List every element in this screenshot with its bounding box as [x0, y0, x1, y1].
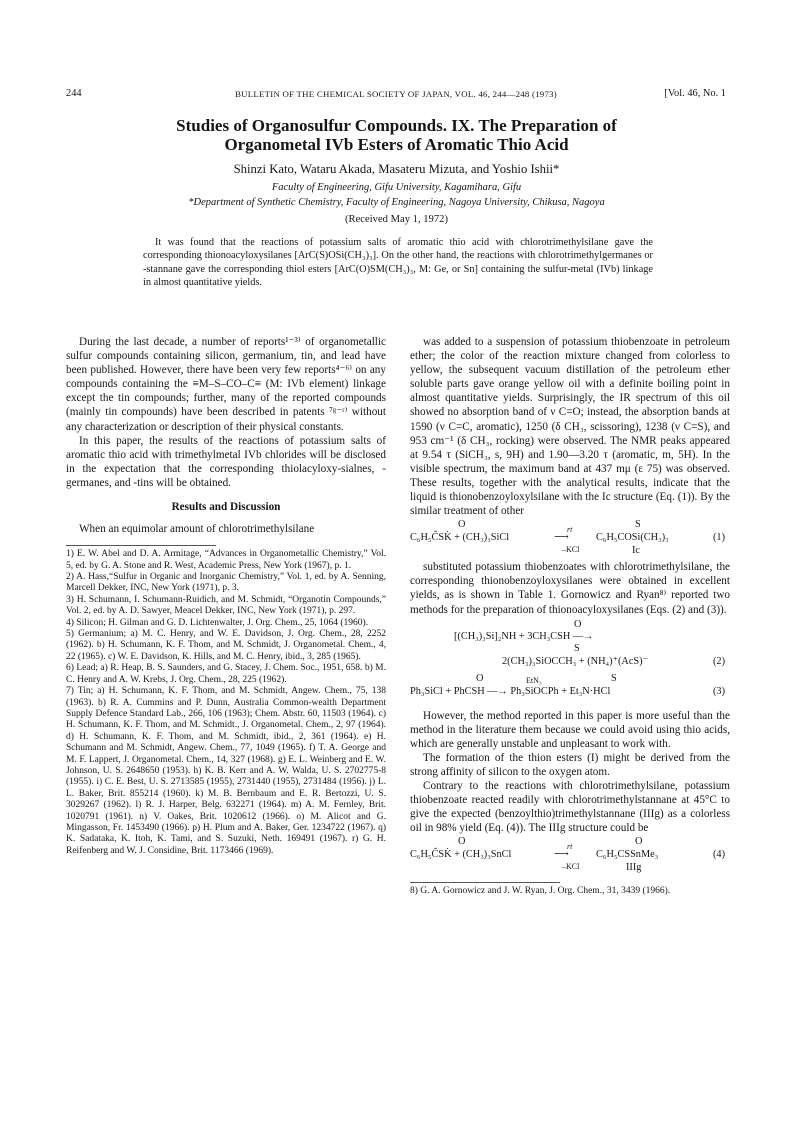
eq4-arrow: ⟶	[554, 849, 569, 861]
eq1-sulfur: S	[635, 519, 641, 531]
affiliation-gifu: Faculty of Engineering, Gifu University, Kagamihara, Gifu	[271, 182, 522, 193]
footnote: 4) Silicon; H. Gilman and G. D. Lichtenwalter, J. Org. Chem., 25, 1064 (1960).	[66, 617, 369, 628]
eq3-number: (3)	[713, 685, 726, 697]
body-paragraph: The formation of the thion esters (I) might be derived from the strong affinity of silicon to the oxygen atom.	[410, 751, 730, 778]
eq1-oxygen: O	[458, 519, 466, 531]
affiliation-nagoya: *Department of Synthetic Chemistry, Faculty of Engineering, Nagoya University, Chikusa, Nagoya	[188, 197, 605, 208]
body-paragraph: Contrary to the reactions with chlorotrimethylsilane, potassium thiobenzoate reacted readily with chlorotrimethylstannane at 45°C to give the expected (benzoylthio)trimethylstannane (IIIg) as a colorless oil in 98% yield (Eq. (4)). The IIIg structure could be	[410, 780, 730, 835]
results-paragraph-1: When an equimolar amount of chlorotrimethylsilane	[79, 523, 315, 536]
body-paragraph: However, the method reported in this paper is more useful than the method in the literature them because we could avoid using thio acids, which are generally unstable and unpleasant to work with.	[410, 709, 730, 750]
footnote: 6) Lead; a) R. Heap, B. S. Saunders, and G. Stacey, J. Chem. Soc., 1951, 658. b) M. C. Henry and A. W. Krebs, J. Org. Chem., 28, 225 (1962).	[66, 663, 386, 685]
equation-3	[410, 672, 730, 705]
intro-paragraph-2: In this paper, the results of the reactions of potassium salts of aromatic thio acid with trimethylmetal IVb chlorides will be disclosed in the expectation that the corresponding thiolacyloxy-sialnes, -germanes, and -tins will be obtained.	[66, 434, 386, 489]
eq1-label: Ic	[632, 545, 640, 557]
footnote: 7) Tin; a) H. Schumann, K. F. Thom, and M. Schmidt, Angew. Chem., 75, 138 (1963). b) R. A. Cummins and P. Dunn, Australia Common-wealth Department Supply Defence Standard Lab., 266, 106 (1963); Chem. Abstr. 60, 11503 (1964). c) H. Schumann, K. F. Thom, and M. Schmidt., J. Organometal. Chem., 2, 97 (1964). d) H. Schumann, K. F. Thom, and M. Schmidt, ibid., 2, 361 (1964). e) H. Schumann and M. Schmidt, Angew. Chem., 77, 1049 (1965). f) T. A. George and M. F. Lappert, J. Organometal. Chem., 14, 327 (1968). g) E. L. Weinberg and E. W. Johnson, U. S. 2648650 (1953). h) K. B. Kerr and A. W. Walda, U. S. 2702775-8 (1955). i) C. E. Best, U. S. 2713585 (1955), 2731440 (1955), 2731484 (1956). j) L. L. Baker, Brit. 855214 (1960). k) M. B. Bernbaum and E. R. Bertozzi, U. S. 3029267 (1962). l) R. J. Harper, Belg. 632271 (1964). m) A. M. Fernley, Brit. 1020791 (1961). n) V. Oakes, Brit. 1020612 (1966). o) M. Alicot and G. Mingasson, Fr. 1453490 (1966). p) H. Plum and A. Baker, Ger. 1234722 (1967). q) K. Sadataka, K. Itoh, K. Tami, and S. Suzuki, Neth. 169491 (1967). r) G. H. Reifenberg and W. J. Considine, Brit. 1173466 (1969).	[66, 686, 386, 856]
eq2-reactants: [(CH₃)₃Si]₂NH + 3CH₃CSH —→	[454, 630, 594, 642]
eq4-oxygen-left: O	[458, 836, 466, 848]
author-list: Shinzi Kato, Wataru Akada, Masateru Mizuta, and Yoshio Ishii*	[233, 162, 560, 176]
eq4-condition: rt	[567, 842, 573, 852]
footnote: 5) Germanium; a) M. C. Henry, and W. E. Davidson, J. Org. Chem., 28, 2252 (1962). b) H. Schumann, K. F. Thom, and M. Schmidt, J. Organometal. Chem., 4, 22 (1965). c) W. E. Davidson, K. Hills, and M. C. Henry, ibid., 3, 285 (1965).	[66, 629, 386, 662]
eq1-reactants: C₆H₅C̆SK̇ + (CH₃)₃SiCl	[410, 532, 510, 544]
eq1-product: C₆H₅COSi(CH₃)₃	[596, 532, 669, 544]
eq1-arrow: ⟶	[554, 532, 569, 544]
eq3-sulfur: S	[611, 672, 617, 684]
footnote: 8) G. A. Gornowicz and J. W. Ryan, J. Org. Chem., 31, 3439 (1966).	[410, 886, 671, 897]
right-column	[410, 335, 730, 898]
eq2-number: (2)	[713, 655, 726, 667]
volume-label: [Vol. 46, No. 1	[664, 88, 726, 99]
intro-paragraph-1: During the last decade, a number of reports¹⁻³⁾ of organometallic sulfur compounds containing silicon, germanium, tin, and lead have been published. However, there have been very few reports⁴⁻⁶⁾ on any compounds containing the ≡M–S–CO–C≡ (M: IVb element) linkage except the tin compounds; further, many of the reported compounds (mainly tin compounds) have been described in patents ⁷ᵍ⁻ʳ⁾ without any characterization or description of their physical constants.	[66, 336, 386, 433]
equation-2	[410, 618, 730, 671]
eq2-oxygen: O	[574, 618, 582, 630]
body-paragraph: was added to a suspension of potassium thiobenzoate in petroleum ether; the color of the reaction mixture changed from colorless to yellow, the subsequent vacuum distillation of the petroleum ether soluble parts gave orange yellow oil with a definite boiling point in almost quantitative yields. Surprisingly, the IR spectrum of this oil showed no absorption band of ν C=O; instead, the absorption bands at 1590 (ν C=C, aromatic), 1250 (δ CH₃, scissoring), 1238 (ν C=S), and 953 cm⁻¹ (δ CH₃, rocking) were observed. The NMR peaks appeared at 9.54 τ (SiCH₃, s, 9H) and 1.90—3.20 τ (aromatic, m, 5H). In the visible spectrum, the maximum band at 437 mμ (ε 75) was observed. These results, together with the analytical results, indicate that the liquid is thionobenzoyloxylsilane with the Ic structure (Eq. (1)). By the similar treatment of other	[410, 336, 730, 518]
title-line-1: Studies of Organosulfur Compounds. IX. The Preparation of	[176, 116, 617, 135]
eq2-sulfur: S	[574, 642, 580, 654]
footnotes	[66, 549, 386, 857]
page-number: 244	[66, 88, 82, 99]
eq4-label: IIIg	[626, 862, 642, 874]
eq3-condition: EtN₃	[526, 675, 542, 685]
eq4-reactants: C₆H₅C̆SK̇ + (CH₃)₃SnCl	[410, 849, 512, 861]
footnote-rule	[410, 882, 560, 883]
footnote-rule	[66, 545, 216, 546]
eq1-condition: rt	[567, 525, 573, 535]
title-line-2: Organometal IVb Esters of Aromatic Thio Acid	[224, 135, 569, 154]
abstract: It was found that the reactions of potassium salts of aromatic thio acid with chlorotrimethylsilane gave the corresponding thionoacyloxysilanes [ArC(S)OSi(CH₃)₃]. On the other hand, the reactions with chlorotrimethylgermanes or -stannane gave the corresponding thiol esters [ArC(O)SM(CH₃)₃, M: Ge, or Sn] containing the sulfur-metal (IVb) linkage in almost quantitative yields.	[143, 237, 653, 289]
eq1-number: (1)	[713, 532, 726, 544]
body-paragraph: substituted potassium thiobenzoates with chlorotrimethylsilane, the corresponding thionobenzoyloxysilanes were obtained in excellent yields, as is shown in Table 1. Gornowicz and Ryan⁸⁾ reported two methods for the preparation of thionoacyloxysilanes (Eqs. (2) and (3)).	[410, 561, 730, 616]
equation-1	[410, 519, 730, 557]
eq4-product: C₆H₅CSSnMe₃	[596, 849, 659, 861]
eq4-oxygen-right: O	[635, 836, 643, 848]
eq4-number: (4)	[713, 849, 726, 861]
eq1-byproduct: –KCl	[562, 545, 580, 555]
eq3-equation: Ph₃SiCl + PhCSH —→ Ph₃SiOCPh + Et₃N·HCl	[410, 685, 611, 697]
footnote: 2) A. Hass,“Sulfur in Organic and Inorganic Chemistry,” Vol. 1, ed. by A. Senning, Marcell Dekker, INC, New York (1971), p. 3.	[66, 572, 386, 594]
article-title	[60, 116, 733, 154]
journal-name: BULLETIN OF THE CHEMICAL SOCIETY OF JAPAN, VOL. 46, 244—248 (1973)	[235, 89, 557, 99]
footnote: 1) E. W. Abel and D. A. Armitage, “Advances in Organometallic Chemistry,” Vol. 5, ed. by G. A. Stone and R. West, Academic Press, New York (1967), p. 1.	[66, 549, 386, 571]
eq2-products: 2(CH₃)₃SiOCCH₃ + (NH₄)⁺(AcS)⁻	[502, 655, 649, 667]
section-heading: Results and Discussion	[171, 501, 281, 514]
equation-4	[410, 836, 730, 874]
eq4-byproduct: –KCl	[562, 862, 580, 872]
eq3-oxygen: O	[476, 672, 484, 684]
left-column	[66, 335, 386, 857]
footnote: 3) H. Schumann, I. Schumann-Ruidich, and M. Schmidt, “Organotin Compounds,” Vol. 2, ed. by A. D. Sawyer, Meacel Dekker, INC, New York (1971), p. 297.	[66, 594, 386, 617]
received-date: (Received May 1, 1972)	[345, 214, 448, 225]
